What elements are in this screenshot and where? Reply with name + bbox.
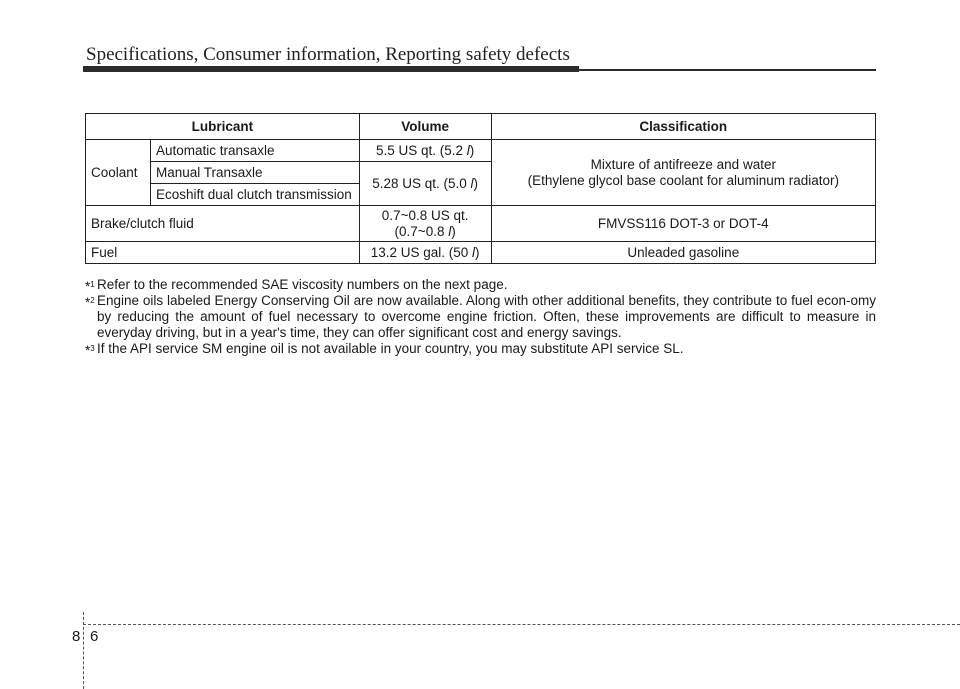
coolant-automatic-volume: 5.5 US qt. (5.2 l): [359, 140, 491, 162]
page-number-digit-2: 6: [90, 628, 99, 645]
lubricant-spec-table: [85, 113, 876, 264]
col-header-volume: Volume: [359, 114, 491, 140]
header-rule-thin: [579, 69, 876, 71]
footnote-text: Engine oils labeled Energy Conserving Oil are now available. Along with other additional benefits, they contribute to fuel econ-omy by reducing the amount of fuel necessary to overcome engine friction. Often, these improvements are difficult to measure in everyday driving, but in a year's time, they can offer significant cost and energy savings.: [97, 293, 876, 340]
table-row: [86, 242, 876, 264]
table-row: [86, 206, 876, 242]
coolant-item-ecoshift: Ecoshift dual clutch transmission: [150, 184, 359, 206]
footer-dashed-vertical-rule: [83, 612, 84, 689]
table-row: [86, 140, 876, 162]
footnote-marker: *$^2$: [85, 295, 95, 310]
footnote-text: Refer to the recommended SAE viscosity numbers on the next page.: [97, 277, 508, 292]
footnote-marker: *$^3$: [85, 343, 95, 358]
brake-label: Brake/clutch fluid: [86, 206, 360, 242]
table-header-row: [86, 114, 876, 140]
coolant-item-automatic: Automatic transaxle: [150, 140, 359, 162]
col-header-lubricant: Lubricant: [86, 114, 360, 140]
brake-volume: 0.7~0.8 US qt. (0.7~0.8 l): [359, 206, 491, 242]
coolant-classification: Mixture of antifreeze and water (Ethylene glycol base coolant for aluminum radiator): [491, 140, 875, 206]
footnotes: [85, 277, 876, 357]
footnote-1: [85, 277, 876, 293]
coolant-label: Coolant: [86, 140, 151, 206]
page-number-digit-1: 8: [72, 628, 81, 645]
col-header-classification: Classification: [491, 114, 875, 140]
fuel-label: Fuel: [86, 242, 360, 264]
fuel-volume: 13.2 US gal. (50 l): [359, 242, 491, 264]
brake-classification: FMVSS116 DOT-3 or DOT-4: [491, 206, 875, 242]
page-header-title: Specifications, Consumer information, Reporting safety defects: [86, 44, 570, 65]
footnote-2: [85, 293, 876, 341]
header-rule-thick: [83, 66, 579, 72]
footnote-marker: *$^1$: [85, 279, 95, 294]
fuel-classification: Unleaded gasoline: [491, 242, 875, 264]
footnote-3: [85, 341, 876, 357]
footer-dashed-rule: [83, 624, 960, 625]
coolant-shared-volume: 5.28 US qt. (5.0 l): [359, 162, 491, 206]
footnote-text: If the API service SM engine oil is not available in your country, you may substitute API service SL.: [97, 341, 684, 356]
coolant-item-manual: Manual Transaxle: [150, 162, 359, 184]
